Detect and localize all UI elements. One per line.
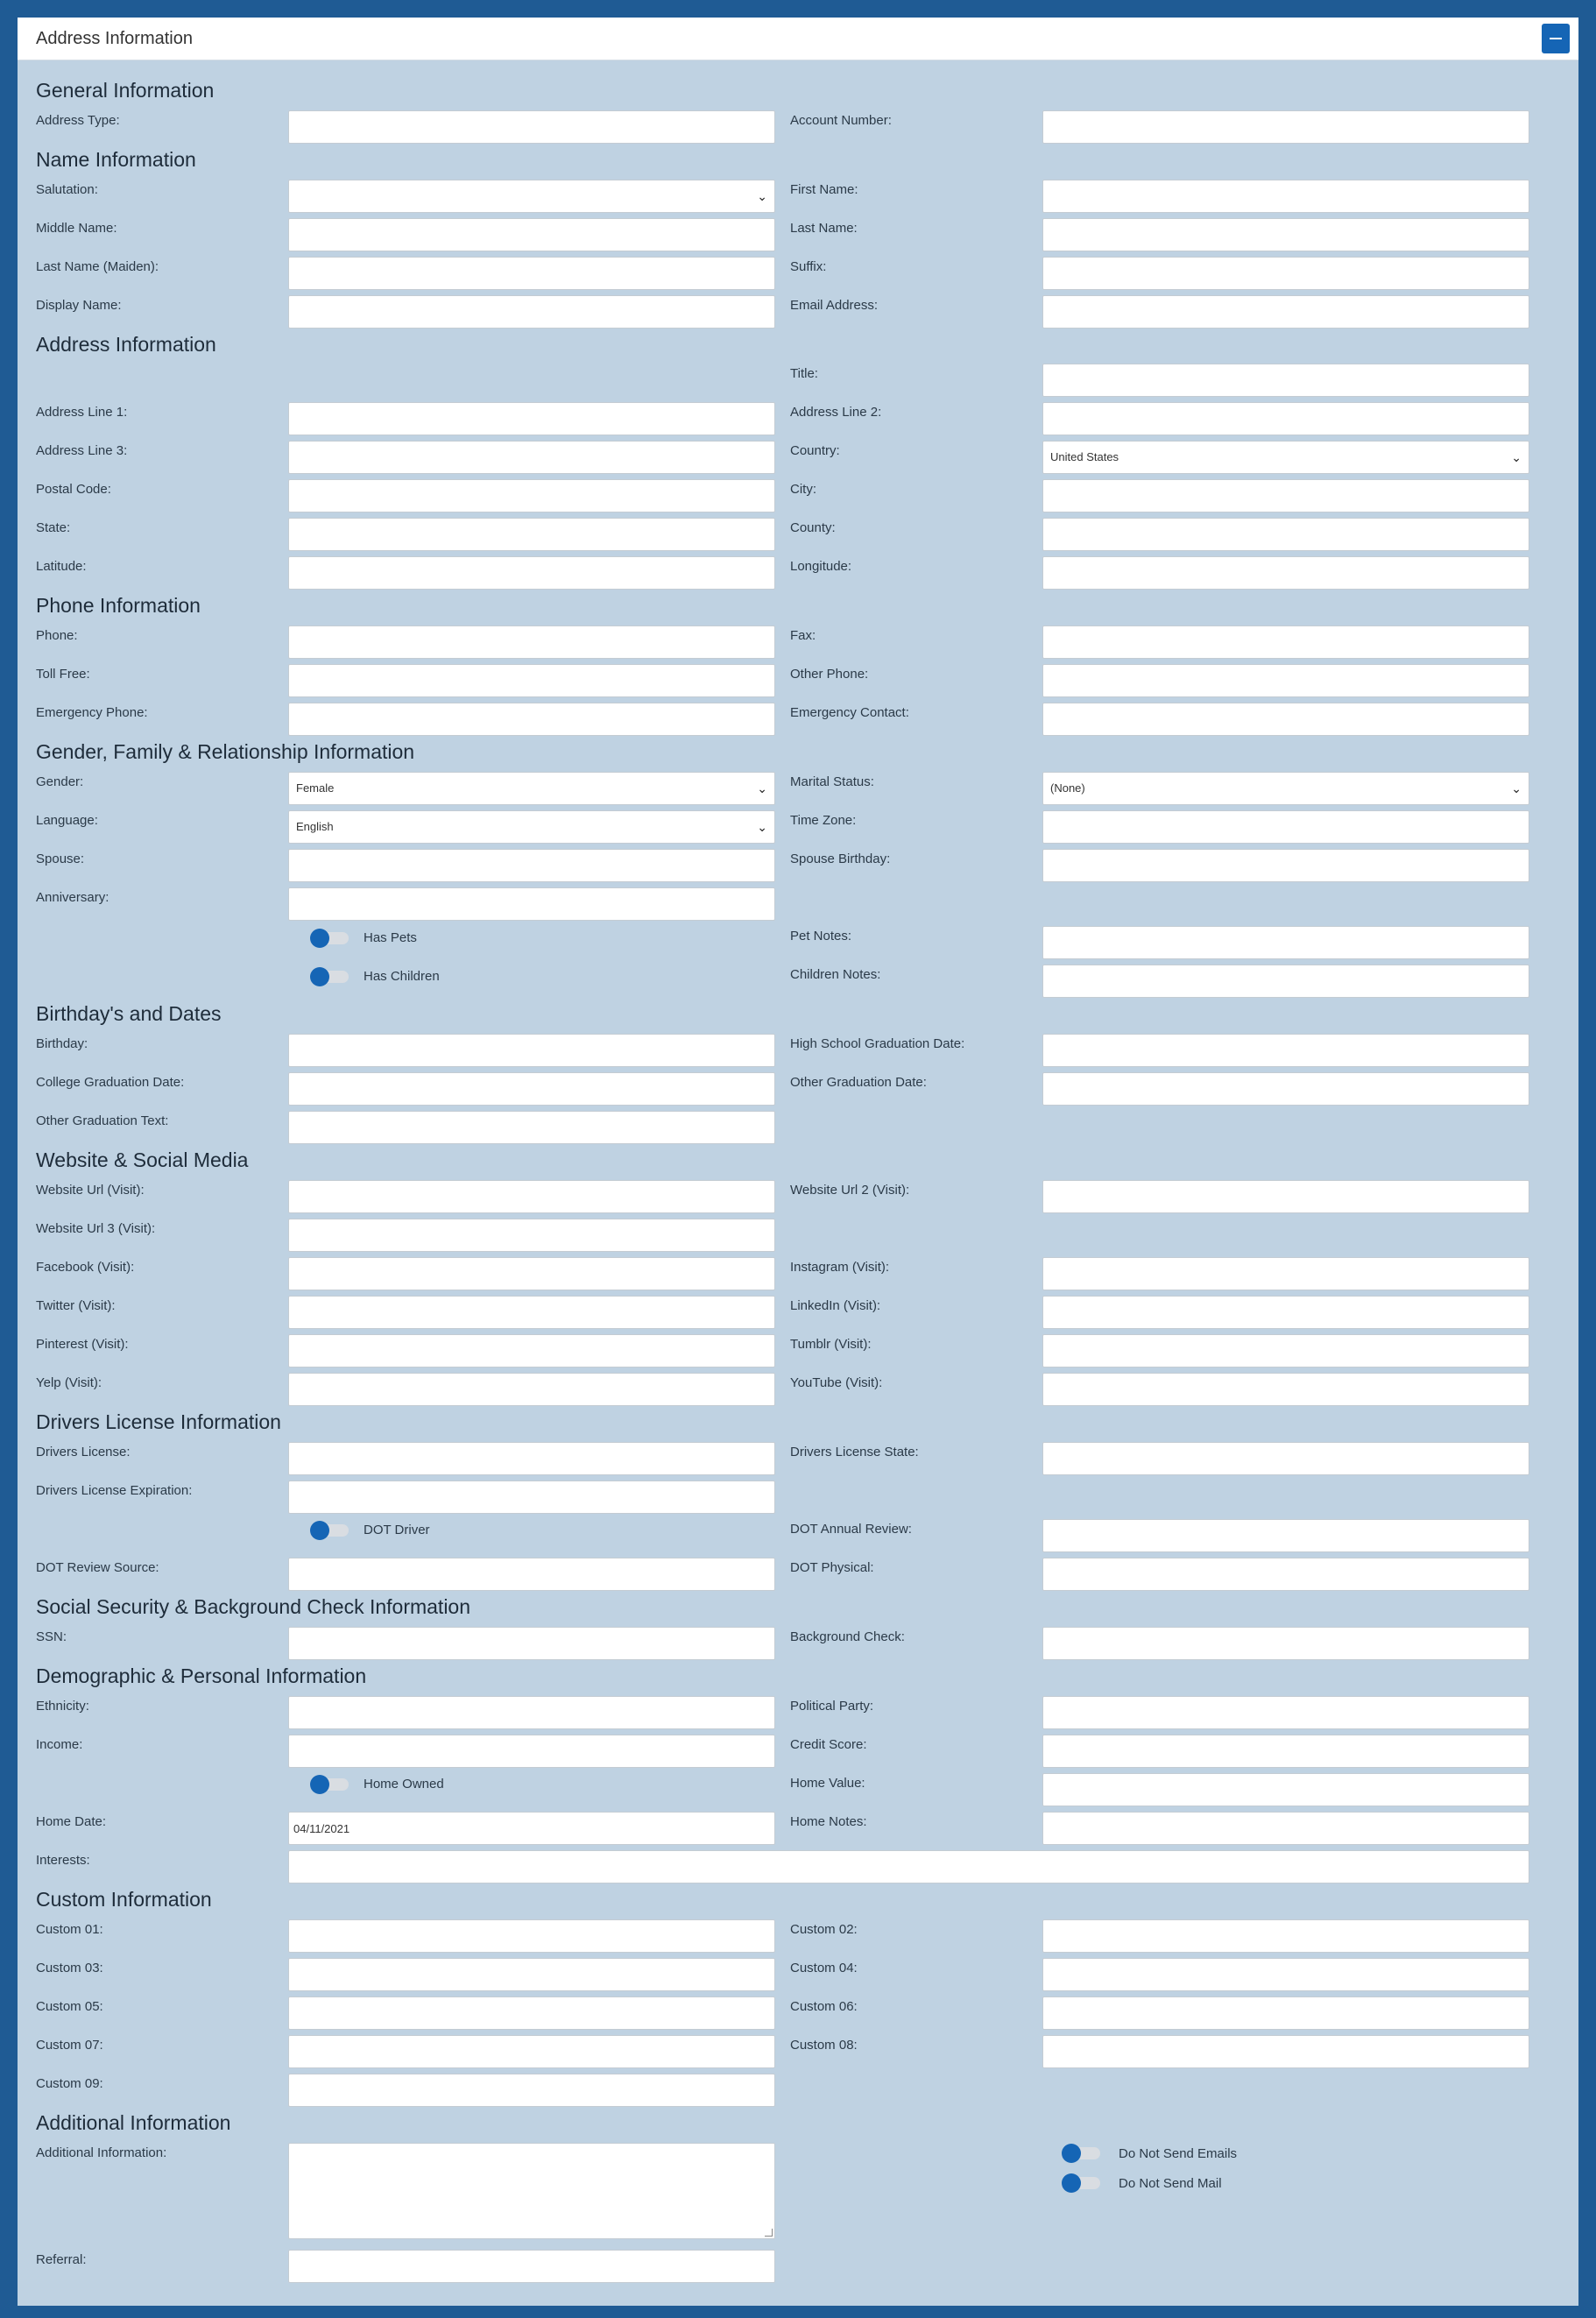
label-website-url: Website Url (Visit): (36, 1183, 145, 1198)
dot-annual-review-input[interactable] (1042, 1519, 1529, 1552)
political-party-input[interactable] (1042, 1696, 1529, 1729)
label-address-line-3: Address Line 3: (36, 443, 128, 458)
custom-09-input[interactable] (288, 2074, 775, 2107)
phone-input[interactable] (288, 625, 775, 659)
label-dot-annual-review: DOT Annual Review: (790, 1522, 912, 1537)
label-longitude: Longitude: (790, 559, 852, 574)
label-other-grad-date: Other Graduation Date: (790, 1075, 927, 1090)
middle-name-input[interactable] (288, 218, 775, 251)
marital-status-value: (None) (1050, 781, 1085, 795)
do-not-send-emails-toggle[interactable] (1062, 2144, 1102, 2163)
spouse-input[interactable] (288, 849, 775, 882)
spouse-birthday-input[interactable] (1042, 849, 1529, 882)
first-name-input[interactable] (1042, 180, 1529, 213)
label-other-phone: Other Phone: (790, 667, 869, 682)
additional-information-textarea[interactable] (288, 2143, 775, 2239)
emergency-phone-input[interactable] (288, 703, 775, 736)
panel-title: Address Information (36, 29, 193, 48)
has-pets-toggle[interactable] (310, 929, 350, 948)
label-custom-03: Custom 03: (36, 1961, 103, 1975)
website-url-2-input[interactable] (1042, 1180, 1529, 1213)
website-url-input[interactable] (288, 1180, 775, 1213)
label-fax: Fax: (790, 628, 816, 643)
twitter-input[interactable] (288, 1296, 775, 1329)
label-gender: Gender: (36, 774, 84, 789)
label-referral: Referral: (36, 2252, 87, 2267)
credit-score-input[interactable] (1042, 1735, 1529, 1768)
label-facebook: Facebook (Visit): (36, 1260, 135, 1275)
custom-06-input[interactable] (1042, 1996, 1529, 2030)
label-custom-02: Custom 02: (790, 1922, 858, 1937)
label-website-url-3: Website Url 3 (Visit): (36, 1221, 156, 1236)
label-state: State: (36, 520, 71, 535)
postal-code-input[interactable] (288, 479, 775, 512)
suffix-input[interactable] (1042, 257, 1529, 290)
label-middle-name: Middle Name: (36, 221, 117, 236)
chevron-down-icon: ⌄ (1511, 781, 1522, 795)
other-grad-text-input[interactable] (288, 1111, 775, 1144)
label-spouse-birthday: Spouse Birthday: (790, 852, 891, 866)
yelp-input[interactable] (288, 1373, 775, 1406)
language-value: English (296, 820, 334, 833)
section-ssn: Social Security & Background Check Information (36, 1595, 471, 1618)
custom-08-input[interactable] (1042, 2035, 1529, 2068)
section-birthday: Birthday's and Dates (36, 1002, 222, 1025)
pinterest-input[interactable] (288, 1334, 775, 1367)
label-additional-information: Additional Information: (36, 2145, 167, 2160)
section-gender: Gender, Family & Relationship Information (36, 740, 415, 763)
label-emergency-contact: Emergency Contact: (790, 705, 909, 720)
marital-status-select[interactable] (1042, 772, 1529, 805)
country-value: United States (1050, 450, 1119, 463)
title-input[interactable] (1042, 364, 1529, 397)
do-not-send-mail-toggle[interactable] (1062, 2173, 1102, 2193)
label-ssn: SSN: (36, 1629, 67, 1644)
label-custom-04: Custom 04: (790, 1961, 858, 1975)
section-custom: Custom Information (36, 1888, 212, 1911)
label-drivers-license: Drivers License: (36, 1445, 131, 1459)
label-address-line-1: Address Line 1: (36, 405, 128, 420)
label-time-zone: Time Zone: (790, 813, 857, 828)
gender-value: Female (296, 781, 335, 795)
address-line-2-input[interactable] (1042, 402, 1529, 435)
label-dot-physical: DOT Physical: (790, 1560, 874, 1575)
chevron-down-icon: ⌄ (757, 189, 767, 203)
emergency-contact-input[interactable] (1042, 703, 1529, 736)
tumblr-input[interactable] (1042, 1334, 1529, 1367)
label-address-line-2: Address Line 2: (790, 405, 882, 420)
drivers-license-state-input[interactable] (1042, 1442, 1529, 1475)
address-line-3-input[interactable] (288, 441, 775, 474)
gender-select[interactable] (288, 772, 775, 805)
income-input[interactable] (288, 1735, 775, 1768)
instagram-input[interactable] (1042, 1257, 1529, 1290)
label-website-url-2: Website Url 2 (Visit): (790, 1183, 910, 1198)
chevron-down-icon: ⌄ (757, 820, 767, 834)
label-birthday: Birthday: (36, 1036, 88, 1051)
label-credit-score: Credit Score: (790, 1737, 867, 1752)
label-drivers-license-state: Drivers License State: (790, 1445, 919, 1459)
dot-driver-toggle[interactable] (310, 1521, 350, 1540)
custom-04-input[interactable] (1042, 1958, 1529, 1991)
label-custom-05: Custom 05: (36, 1999, 103, 2014)
section-address: Address Information (36, 333, 216, 356)
pet-notes-input[interactable] (1042, 926, 1529, 959)
home-owned-label: Home Owned (364, 1777, 444, 1792)
ethnicity-input[interactable] (288, 1696, 775, 1729)
country-select[interactable] (1042, 441, 1529, 474)
label-toll-free: Toll Free: (36, 667, 90, 682)
home-date-input[interactable] (288, 1812, 775, 1845)
label-custom-06: Custom 06: (790, 1999, 858, 2014)
latitude-input[interactable] (288, 556, 775, 590)
label-title: Title: (790, 366, 818, 381)
label-first-name: First Name: (790, 182, 858, 197)
fax-input[interactable] (1042, 625, 1529, 659)
label-email-address: Email Address: (790, 298, 879, 313)
label-custom-07: Custom 07: (36, 2038, 103, 2053)
do-not-send-emails-label: Do Not Send Emails (1119, 2146, 1238, 2161)
label-custom-01: Custom 01: (36, 1922, 103, 1937)
chevron-down-icon: ⌄ (757, 781, 767, 795)
label-interests: Interests: (36, 1853, 90, 1868)
drivers-license-expiration-input[interactable] (288, 1481, 775, 1514)
background-check-input[interactable] (1042, 1627, 1529, 1660)
has-pets-label: Has Pets (364, 930, 417, 945)
toll-free-input[interactable] (288, 664, 775, 697)
section-general: General Information (36, 79, 215, 102)
custom-02-input[interactable] (1042, 1919, 1529, 1953)
label-latitude: Latitude: (36, 559, 87, 574)
home-notes-input[interactable] (1042, 1812, 1529, 1845)
label-last-name: Last Name: (790, 221, 858, 236)
label-income: Income: (36, 1737, 83, 1752)
custom-05-input[interactable] (288, 1996, 775, 2030)
city-input[interactable] (1042, 479, 1529, 512)
language-select[interactable] (288, 810, 775, 844)
label-display-name: Display Name: (36, 298, 122, 313)
dot-driver-label: DOT Driver (364, 1523, 430, 1537)
section-phone: Phone Information (36, 594, 201, 617)
last-name-maiden-input[interactable] (288, 257, 775, 290)
label-political-party: Political Party: (790, 1699, 874, 1714)
label-drivers-license-expiration: Drivers License Expiration: (36, 1483, 193, 1498)
account-number-input[interactable] (1042, 110, 1529, 144)
label-dot-review-source: DOT Review Source: (36, 1560, 159, 1575)
display-name-input[interactable] (288, 295, 775, 329)
custom-01-input[interactable] (288, 1919, 775, 1953)
children-notes-input[interactable] (1042, 965, 1529, 998)
dot-physical-input[interactable] (1042, 1558, 1529, 1591)
has-children-label: Has Children (364, 969, 440, 984)
referral-input[interactable] (288, 2250, 775, 2283)
label-custom-08: Custom 08: (790, 2038, 858, 2053)
youtube-input[interactable] (1042, 1373, 1529, 1406)
home-owned-toggle[interactable] (310, 1775, 350, 1794)
address-line-1-input[interactable] (288, 402, 775, 435)
birthday-input[interactable] (288, 1034, 775, 1067)
label-college-grad-date: College Graduation Date: (36, 1075, 185, 1090)
facebook-input[interactable] (288, 1257, 775, 1290)
label-instagram: Instagram (Visit): (790, 1260, 890, 1275)
do-not-send-mail-label: Do Not Send Mail (1119, 2176, 1222, 2191)
custom-03-input[interactable] (288, 1958, 775, 1991)
label-home-date: Home Date: (36, 1814, 107, 1829)
label-phone: Phone: (36, 628, 78, 643)
label-city: City: (790, 482, 816, 497)
drivers-license-input[interactable] (288, 1442, 775, 1475)
label-hs-grad-date: High School Graduation Date: (790, 1036, 965, 1051)
label-tumblr: Tumblr (Visit): (790, 1337, 872, 1352)
resize-handle-icon[interactable] (765, 2229, 773, 2237)
custom-07-input[interactable] (288, 2035, 775, 2068)
home-value-input[interactable] (1042, 1773, 1529, 1806)
label-salutation: Salutation: (36, 182, 98, 197)
section-demographic: Demographic & Personal Information (36, 1664, 367, 1687)
label-pet-notes: Pet Notes: (790, 929, 852, 943)
linkedin-input[interactable] (1042, 1296, 1529, 1329)
label-youtube: YouTube (Visit): (790, 1375, 883, 1390)
anniversary-input[interactable] (288, 887, 775, 921)
label-spouse: Spouse: (36, 852, 85, 866)
label-home-value: Home Value: (790, 1776, 865, 1791)
label-language: Language: (36, 813, 98, 828)
address-type-input[interactable] (288, 110, 775, 144)
dot-review-source-input[interactable] (288, 1558, 775, 1591)
salutation-select[interactable] (288, 180, 775, 213)
label-pinterest: Pinterest (Visit): (36, 1337, 129, 1352)
label-children-notes: Children Notes: (790, 967, 881, 982)
label-account-number: Account Number: (790, 113, 892, 128)
chevron-down-icon: ⌄ (1511, 450, 1522, 464)
label-county: County: (790, 520, 836, 535)
label-yelp: Yelp (Visit): (36, 1375, 102, 1390)
email-address-input[interactable] (1042, 295, 1529, 329)
address-form (18, 18, 1578, 2306)
label-linkedin: LinkedIn (Visit): (790, 1298, 881, 1313)
time-zone-input[interactable] (1042, 810, 1529, 844)
college-grad-date-input[interactable] (288, 1072, 775, 1106)
address-information-panel (18, 18, 1578, 2306)
label-ethnicity: Ethnicity: (36, 1699, 89, 1714)
section-website: Website & Social Media (36, 1148, 249, 1171)
state-input[interactable] (288, 518, 775, 551)
other-phone-input[interactable] (1042, 664, 1529, 697)
hs-grad-date-input[interactable] (1042, 1034, 1529, 1067)
has-children-toggle[interactable] (310, 967, 350, 986)
interests-input[interactable] (288, 1850, 1529, 1883)
label-emergency-phone: Emergency Phone: (36, 705, 148, 720)
longitude-input[interactable] (1042, 556, 1529, 590)
last-name-input[interactable] (1042, 218, 1529, 251)
label-background-check: Background Check: (790, 1629, 905, 1644)
label-custom-09: Custom 09: (36, 2076, 103, 2091)
label-postal-code: Postal Code: (36, 482, 111, 497)
label-country: Country: (790, 443, 840, 458)
other-grad-date-input[interactable] (1042, 1072, 1529, 1106)
label-anniversary: Anniversary: (36, 890, 109, 905)
website-url-3-input[interactable] (288, 1219, 775, 1252)
label-twitter: Twitter (Visit): (36, 1298, 116, 1313)
label-home-notes: Home Notes: (790, 1814, 867, 1829)
label-last-name-maiden: Last Name (Maiden): (36, 259, 159, 274)
label-address-type: Address Type: (36, 113, 120, 128)
section-name: Name Information (36, 148, 196, 171)
section-drivers: Drivers License Information (36, 1410, 281, 1433)
county-input[interactable] (1042, 518, 1529, 551)
ssn-input[interactable] (288, 1627, 775, 1660)
section-additional: Additional Information (36, 2111, 231, 2134)
label-other-grad-text: Other Graduation Text: (36, 1113, 169, 1128)
label-marital-status: Marital Status: (790, 774, 874, 789)
label-suffix: Suffix: (790, 259, 827, 274)
